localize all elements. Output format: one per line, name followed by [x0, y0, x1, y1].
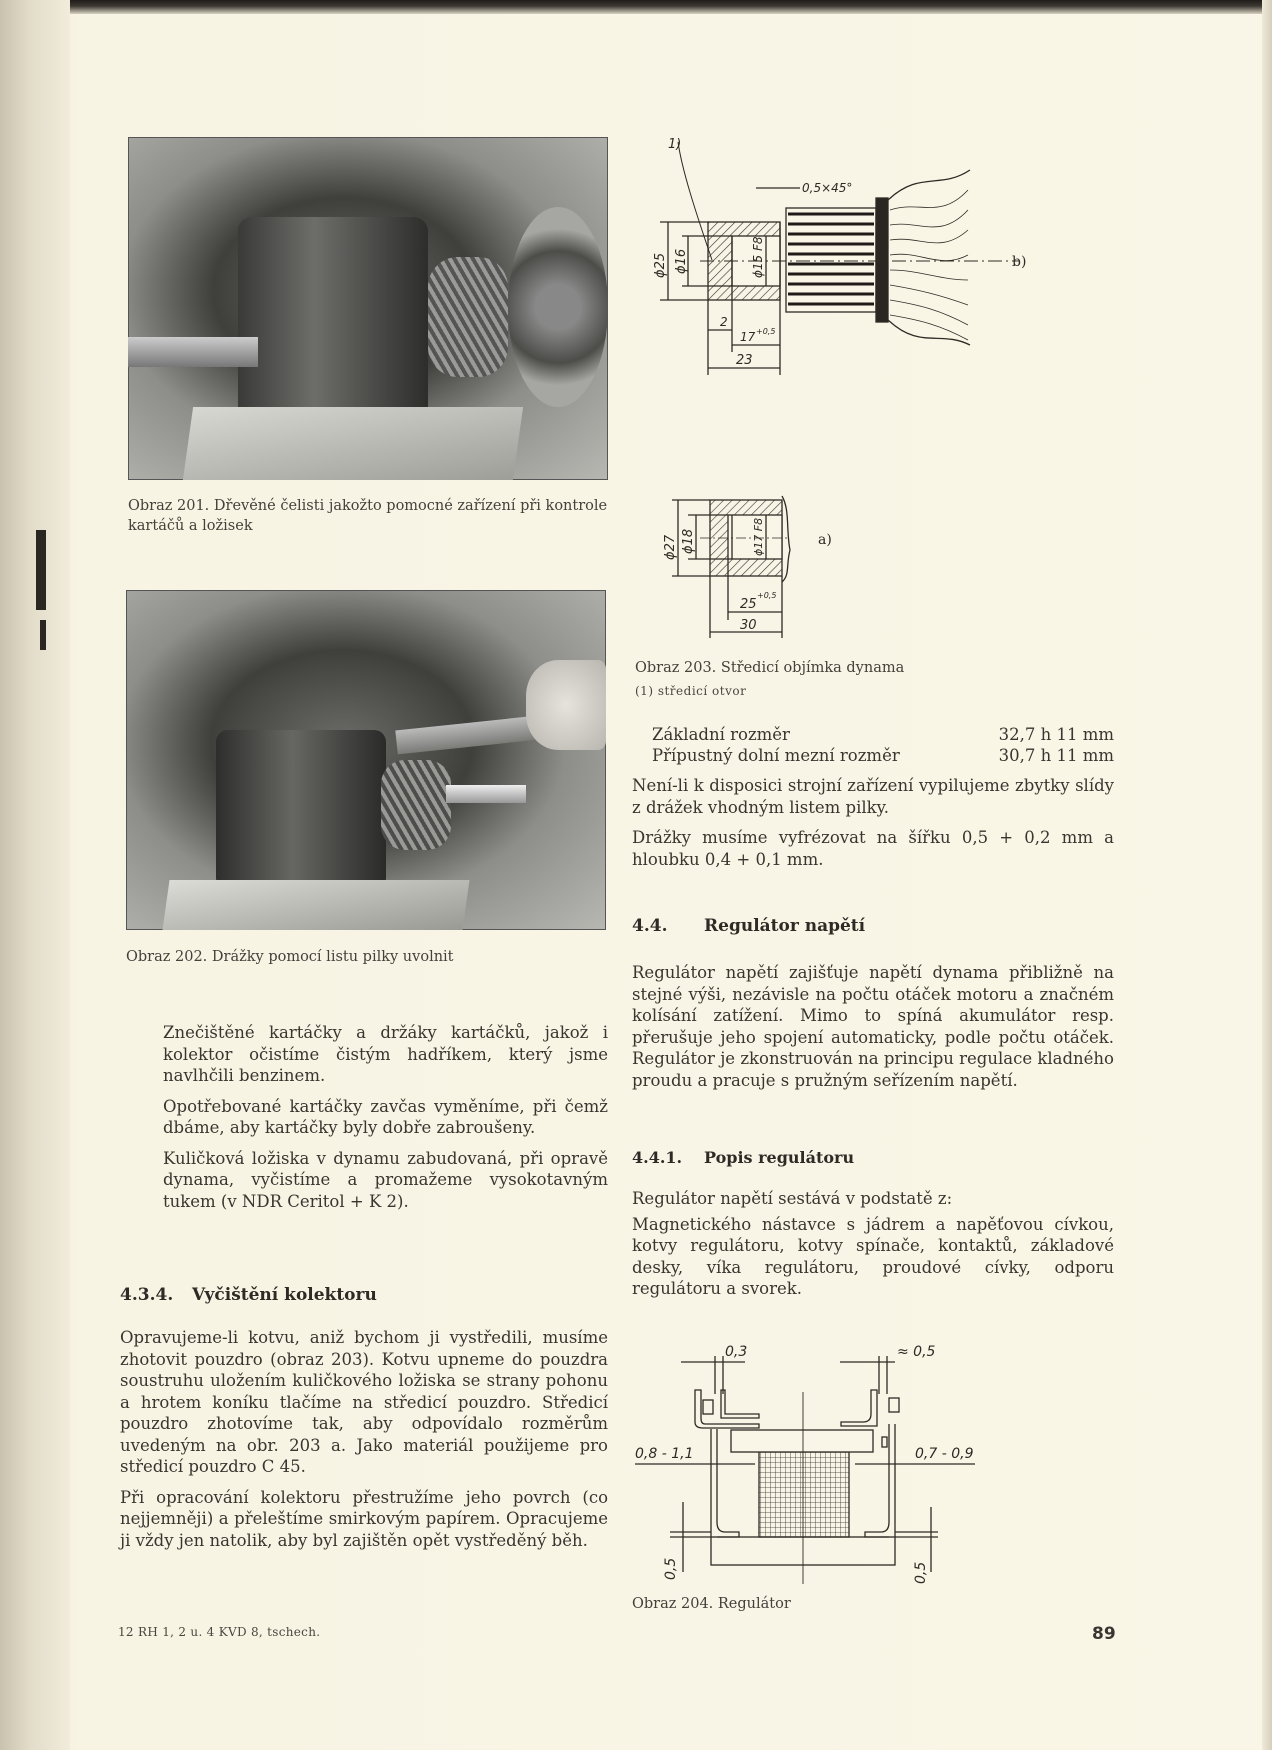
- dim-top-right: ≈ 0,5: [897, 1344, 936, 1360]
- section-number: 4.4.1.: [632, 1148, 683, 1167]
- left-intro-text: [163, 1022, 608, 1221]
- section-number: 4.3.4.: [120, 1285, 174, 1305]
- figure-204-caption: Obraz 204. Regulátor: [632, 1596, 791, 1612]
- dim-dia-bore: ϕ17 F8: [752, 517, 765, 556]
- section-4-4-1-text: [632, 1188, 1114, 1309]
- dim-2: 2: [720, 315, 728, 329]
- paragraph: Magnetického nástavce s jádrem a napěťovou cívkou, kotvy regulátoru, kotvy spínače, kontaktů, základové desky, víka regulátoru, proudové cívky, odporu regulátoru a svorek.: [632, 1214, 1114, 1298]
- left-contact-arm: [721, 1390, 759, 1418]
- coil-winding: [759, 1452, 849, 1537]
- dim-dia-outer: ϕ27: [663, 534, 678, 560]
- paragraph: Opravujeme-li kotvu, aniž bychom ji vystředili, musíme zhotovit pouzdro (obraz 203). Kotvu upneme do pouzdra soustruhu uložením kuličkového ložiska se strany pohonu a hrotem koníku tlačíme na středicí pouzdro. Středicí pouzdro zhotovíme tak, aby odpovídalo rozměrům uvedeným na obr. 203 a. Jako materiál použijeme pro středicí pouzdro C 45.: [120, 1328, 608, 1476]
- section-title: Vyčištění kolektoru: [192, 1285, 377, 1305]
- figure-203-note: (1) středicí otvor: [635, 684, 747, 698]
- callout-label: 1): [668, 137, 682, 152]
- dim-mid-left: 0,8 - 1,1: [635, 1446, 694, 1462]
- right-contact: [889, 1398, 899, 1412]
- dim-top-left: 0,3: [725, 1344, 748, 1360]
- commutator-risers: [876, 198, 888, 322]
- section-heading-4-3-4: [120, 1285, 377, 1305]
- page-number: 89: [1092, 1624, 1116, 1644]
- printer-footer-note: 12 RH 1, 2 u. 4 KVD 8, tschech.: [118, 1625, 321, 1639]
- paragraph: Znečištěné kartáčky a držáky kartáčků, jakož i kolektor očistíme čistým hadříkem, který jsme navlhčili benzinem.: [163, 1023, 608, 1085]
- armature-plate: [731, 1430, 873, 1452]
- spec-value: 32,7 h 11 mm: [998, 725, 1114, 744]
- dim-dia-inner: ϕ18: [681, 528, 696, 554]
- figure-203a-drawing: [640, 490, 920, 640]
- figure-203a-label: a): [818, 532, 832, 548]
- paragraph: Regulátor napětí sestává v podstatě z:: [632, 1189, 953, 1208]
- section-heading-4-4-1: [632, 1148, 854, 1167]
- figure-202-photo: [126, 590, 606, 930]
- callout-leader: [678, 142, 712, 260]
- spec-row: [652, 724, 1114, 745]
- spec-label: Přípustný dolní mezní rozměr: [652, 746, 900, 765]
- paragraph: Není-li k disposici strojní zařízení vypilujeme zbytky slídy z drážek vhodným listem pilky.: [632, 776, 1114, 817]
- section-heading-4-4: [632, 916, 865, 936]
- dim-25-tolerance: +0,5: [757, 591, 777, 600]
- winding-outline: [888, 170, 970, 345]
- paragraph: Regulátor napětí zajišťuje napětí dynama přibližně na stejné výši, nezávisle na počtu otáček motoru a značném kolísání zatížení. Mimo to spíná akumulátor resp. přerušuje jeho spojení automaticky, podle počtu otáček. Regulátor je zkonstruován na principu regulace kladného proudu a pracuje s pružným seřízením napětí.: [632, 963, 1114, 1090]
- dim-dia-outer: ϕ25: [653, 252, 668, 278]
- paragraph: Drážky musíme vyfrézovat na šířku 0,5 + 0,2 mm a hloubku 0,4 + 0,1 mm.: [632, 828, 1114, 869]
- figure-203-caption: Obraz 203. Středicí objímka dynama: [635, 660, 905, 676]
- section-number: 4.4.: [632, 916, 668, 936]
- winding-wires: [890, 190, 968, 340]
- paragraph: Kuličková ložiska v dynamu zabudovaná, při opravě dynama, vyčistíme a promažeme vysokotavným tukem (v NDR Ceritol + K 2).: [163, 1148, 608, 1211]
- figure-203b-drawing: [640, 130, 1060, 420]
- page-gutter: [0, 0, 70, 1750]
- dim-dia-inner: ϕ16: [674, 248, 689, 274]
- dim-dia-bore: ϕ15 F8: [751, 236, 765, 278]
- right-contact-arm: [841, 1390, 877, 1426]
- paragraph: Opotřebované kartáčky zavčas vyměníme, při čemž dbáme, aby kartáčky byly dobře zabroušeny.: [163, 1096, 608, 1137]
- binding-mark: [40, 620, 46, 650]
- right-intro-text: [632, 775, 1114, 879]
- dim-bottom-left: 0,5: [663, 1557, 679, 1580]
- section-title: Popis regulátoru: [704, 1148, 855, 1167]
- figure-203b-label: b): [1012, 254, 1027, 270]
- dim-23: 23: [736, 353, 753, 368]
- page-right-edge: [1262, 0, 1272, 1750]
- spec-label: Základní rozměr: [652, 725, 790, 744]
- spec-value: 30,7 h 11 mm: [998, 746, 1114, 765]
- dim-30: 30: [740, 618, 757, 633]
- section-4-3-4-text: [120, 1327, 608, 1560]
- section-title: Regulátor napětí: [704, 916, 866, 936]
- spec-row: [652, 745, 1114, 766]
- paragraph: Při opracování kolektoru přestružíme jeho povrch (co nejjemněji) a přeleštíme smirkovým papírem. Opracujeme ji vždy jen natolik, aby byl zajištěn opět vystředěný běh.: [120, 1487, 608, 1550]
- binding-mark: [36, 530, 46, 610]
- dim-mid-right: 0,7 - 0,9: [915, 1446, 974, 1462]
- figure-204-drawing: [625, 1332, 1005, 1592]
- left-contact-spring: [695, 1390, 759, 1428]
- figure-201-caption: Obraz 201. Dřevěné čelisti jakožto pomocné zařízení při kontrole kartáčů a ložisek: [128, 498, 608, 534]
- break-line: [782, 496, 790, 582]
- page-top-edge: [0, 0, 1272, 14]
- dim-17: 17: [740, 330, 756, 344]
- dim-chamfer: 0,5×45°: [802, 181, 853, 195]
- figure-202-caption: Obraz 202. Drážky pomocí listu pilky uvolnit: [126, 949, 454, 965]
- dim-25: 25: [740, 597, 757, 612]
- dim-17-tolerance: +0,5: [756, 327, 776, 336]
- dimension-spec-table: [652, 724, 1114, 766]
- dim-bottom-right: 0,5: [913, 1561, 929, 1584]
- left-contact: [703, 1400, 713, 1414]
- section-4-4-text: [632, 962, 1114, 1100]
- figure-201-photo: [128, 137, 608, 480]
- adjust-screw: [882, 1437, 887, 1447]
